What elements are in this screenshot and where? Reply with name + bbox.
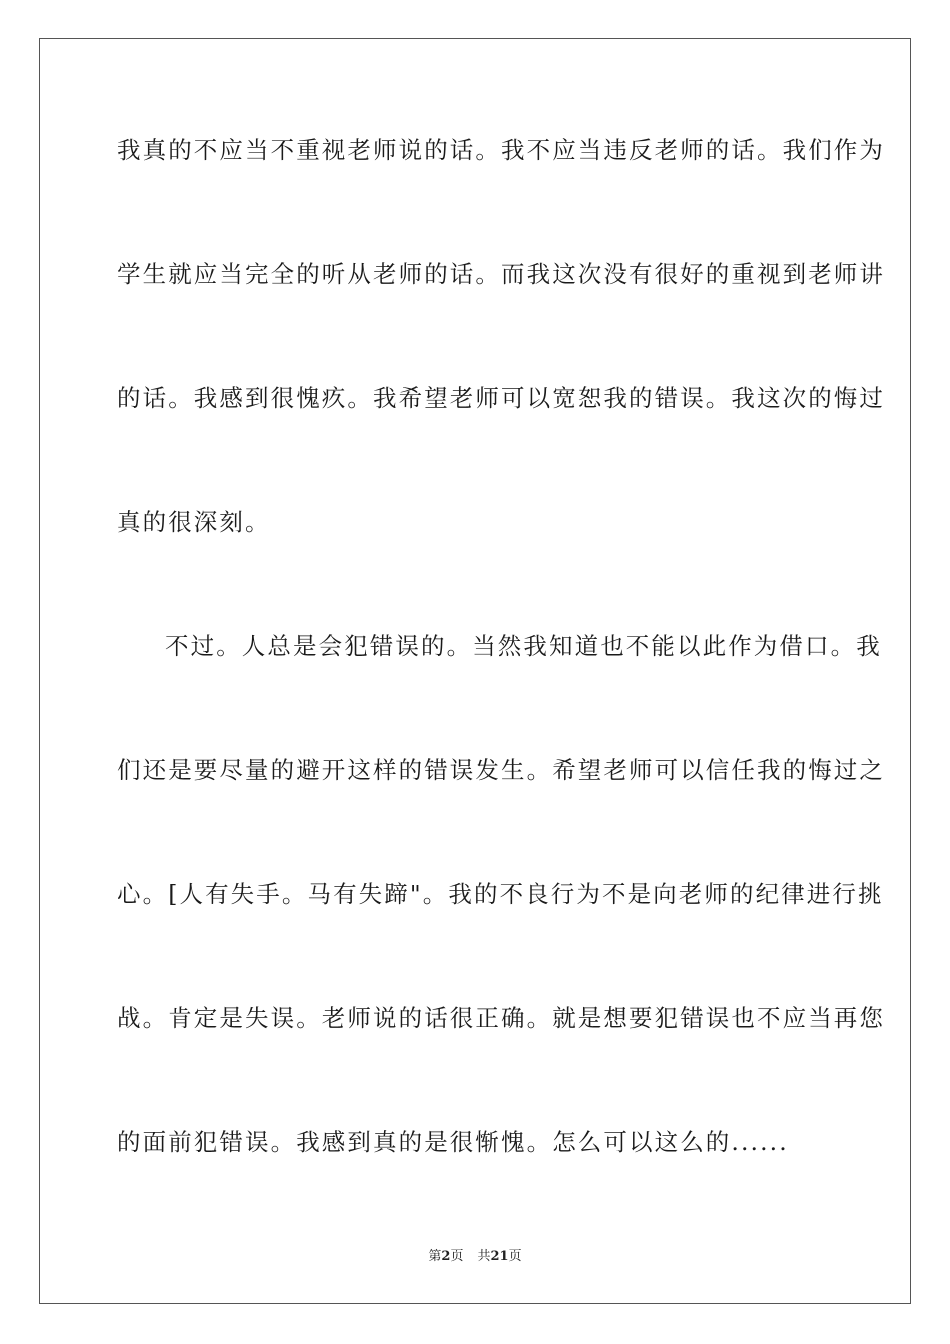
footer-total-pages: 21 <box>490 1249 509 1264</box>
body-line-5-indented: 不过。人总是会犯错误的。当然我知道也不能以此作为借口。我 <box>165 632 882 660</box>
footer-page-number: 2 <box>441 1249 451 1264</box>
body-line-6: 们还是要尽量的避开这样的错误发生。希望老师可以信任我的悔过之 <box>117 756 885 784</box>
footer-total-prefix: 共 <box>477 1249 491 1264</box>
footer-total-suffix: 页 <box>508 1249 522 1264</box>
body-line-3: 的话。我感到很愧疚。我希望老师可以宽恕我的错误。我这次的悔过 <box>117 384 885 412</box>
body-line-9: 的面前犯错误。我感到真的是很惭愧。怎么可以这么的...... <box>117 1128 789 1156</box>
body-line-4: 真的很深刻。 <box>117 508 271 536</box>
body-line-8: 战。肯定是失误。老师说的话很正确。就是想要犯错误也不应当再您 <box>117 1004 885 1032</box>
page-border <box>39 38 911 1304</box>
page-footer <box>0 1245 950 1264</box>
body-line-2: 学生就应当完全的听从老师的话。而我这次没有很好的重视到老师讲 <box>117 260 885 288</box>
body-line-1: 我真的不应当不重视老师说的话。我不应当违反老师的话。我们作为 <box>117 136 885 164</box>
footer-page-prefix: 第 <box>428 1249 442 1264</box>
footer-page-suffix: 页 <box>450 1249 464 1264</box>
body-line-7: 心。[人有失手。马有失蹄"。我的不良行为不是向老师的纪律进行挑 <box>117 880 884 908</box>
